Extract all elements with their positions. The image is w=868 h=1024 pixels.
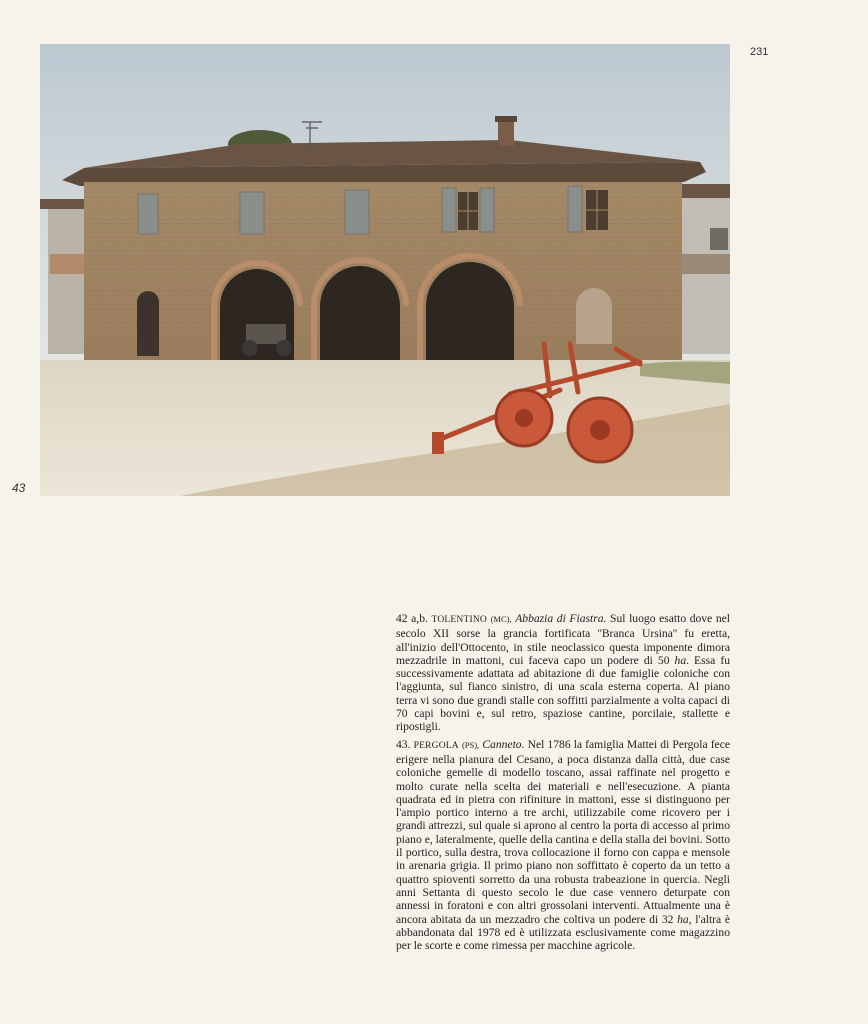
caption-42-ref: 42 a,b. bbox=[396, 612, 428, 625]
caption-43-text-2: , l'altra è abbandonata dal 1978 ed è utilizzata esclusivamente come magazzino per le scorte e come rimessa per macchine agricole. bbox=[396, 912, 731, 953]
caption-43-place: PERGOLA bbox=[413, 740, 459, 751]
caption-43-site: Canneto. bbox=[482, 737, 525, 751]
caption-42-site: Abbazia di Fiastra. bbox=[515, 612, 607, 625]
caption-43-province: (PS), bbox=[461, 739, 480, 750]
farmhouse-photo bbox=[40, 44, 730, 496]
caption-42-unit: ha bbox=[674, 653, 687, 667]
caption-43-unit: ha bbox=[677, 912, 689, 926]
caption-43-ref: 43. bbox=[396, 737, 411, 751]
caption-42-text-2: . Essa fu successivamente adattata ad abitazione di due famiglie coloniche con l'aggiunta, sul fianco sinistro, di una scala esterna coperta. Al piano terra vi sono due grandi stalle con soffitti parzialmente a volta capaci di 70 capi bovini e, sul retro, spaziose cantine, porcilaie, stallette e ripostigli. bbox=[396, 653, 730, 734]
caption-42 bbox=[396, 612, 730, 734]
caption-42-province: (MC), bbox=[490, 614, 512, 624]
caption-43 bbox=[396, 738, 730, 953]
figure-number: 43 bbox=[12, 481, 26, 495]
caption-block bbox=[396, 612, 730, 956]
caption-43-text-1: Nel 1786 la famiglia Mattei di Pergola fece erigere nella pianura del Cesano, a poca distanza dalla città, due case coloniche gemelle di modello toscano, assai raffinate nel progetto e molto curate nella scelta dei materiali e nell'esecuzione. A pianta quadrata ed in pietra con rifiniture in mattoni, esse si distinguono per l'ampio portico interno a tre archi, utilizzabile come ricovero per i grandi attrezzi, sul quale si aprono al centro la porta di accesso al primo piano e, lateralmente, quelle della cantina e della stalla dei bovini. Sotto il portico, sulla destra, trova collocazione il forno con cappa e mensole in arenaria grigia. Il primo piano non soffittato è coperto da un tetto a quattro spioventi sorretto da una robusta trabeazione in quercia. Negli anni Settanta di questo secolo le due case vennero deturpate con annessi in foratoni e con altri grossolani interventi. Attualmente una è ancora abitata da un mezzadro che coltiva un podere di 32 bbox=[396, 737, 730, 926]
caption-42-text-1: Sul luogo esatto dove nel secolo XII sorse la grancia fortificata ''Branca Ursina'' fu eretta, all'inizio dell'Ottocento, in stile neoclassico questa imponente dimora mezzadrile in mattoni, cui faceva capo un podere di 50 bbox=[396, 612, 730, 667]
caption-42-place: TOLENTINO bbox=[431, 615, 487, 625]
page-number: 231 bbox=[750, 46, 769, 58]
